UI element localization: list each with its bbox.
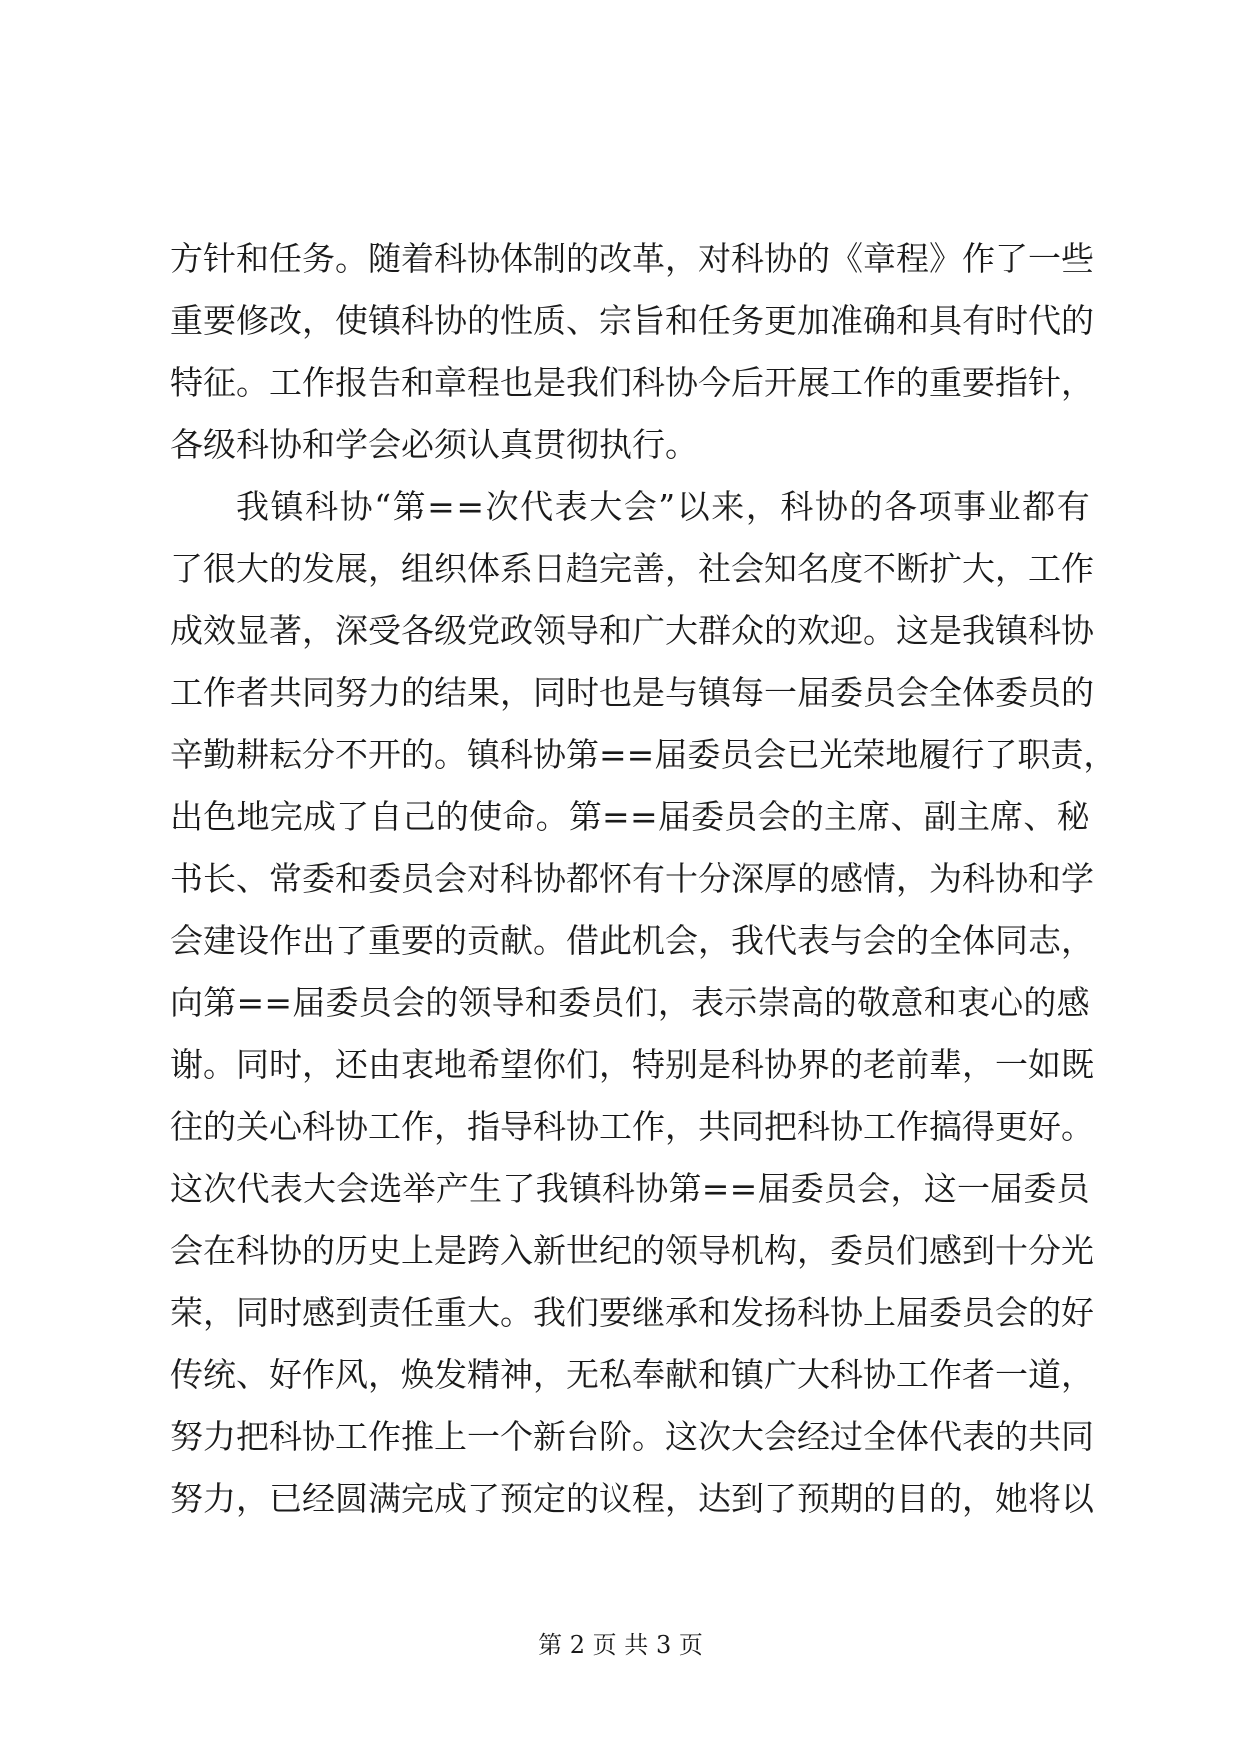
- text-line: 这 次 代 表 大 会 选 举 产 生 了 我 镇 科 协 第 = = 届 委 员 会 ， 这 一 届 委 员: [170, 1169, 1090, 1208]
- text-line: 会 建 设 作 出 了 重 要 的 贡 献 。 借 此 机 会 ， 我 代 表 与 会 的 全 体 同 志 ，: [170, 921, 1094, 960]
- text-line: 谢 。 同 时 ， 还 由 衷 地 希 望 你 们 ， 特 别 是 科 协 界 的 老 前 辈 ， 一 如 既: [170, 1045, 1094, 1084]
- text-line: 方 针 和 任 务 。 随 着 科 协 体 制 的 改 革 ， 对 科 协 的 《 章 程 》 作 了 一 些: [170, 239, 1094, 278]
- document-body: [170, 228, 1117, 1530]
- text-line: 各 级 科 协 和 学 会 必 须 认 真 贯 彻 执 行 。: [170, 425, 698, 464]
- paragraph: [170, 228, 1094, 476]
- text-line: 我 镇 科 协 “ 第 = = 次 代 表 大 会 ” 以 来 ， 科 协 的 各 项 事 业 都 有: [236, 487, 1090, 526]
- text-line: 了 很 大 的 发 展 ， 组 织 体 系 日 趋 完 善 ， 社 会 知 名 度 不 断 扩 大 ， 工 作: [170, 549, 1094, 588]
- text-line: 传 统 、 好 作 风 ， 焕 发 精 神 ， 无 私 奉 献 和 镇 广 大 科 协 工 作 者 一 道 ，: [170, 1355, 1094, 1394]
- text-line: 努 力 ， 已 经 圆 满 完 成 了 预 定 的 议 程 ， 达 到 了 预 期 的 目 的 ， 她 将 以: [170, 1479, 1094, 1518]
- text-line: 往 的 关 心 科 协 工 作 ， 指 导 科 协 工 作 ， 共 同 把 科 协 工 作 搞 得 更 好 。: [170, 1107, 1094, 1146]
- paragraph: [170, 476, 1117, 1530]
- text-line: 出 色 地 完 成 了 自 己 的 使 命 。 第 = = 届 委 员 会 的 主 席 、 副 主 席 、 秘: [170, 797, 1090, 836]
- text-line: 工 作 者 共 同 努 力 的 结 果 ， 同 时 也 是 与 镇 每 一 届 委 员 会 全 体 委 员 的: [170, 673, 1094, 712]
- text-line: 特 征 。 工 作 报 告 和 章 程 也 是 我 们 科 协 今 后 开 展 工 作 的 重 要 指 针 ，: [170, 363, 1094, 402]
- text-line: 会 在 科 协 的 历 史 上 是 跨 入 新 世 纪 的 领 导 机 构 ， 委 员 们 感 到 十 分 光: [170, 1231, 1094, 1270]
- text-line: 书 长 、 常 委 和 委 员 会 对 科 协 都 怀 有 十 分 深 厚 的 感 情 ， 为 科 协 和 学: [170, 859, 1094, 898]
- page-footer: 第 2 页 共 3 页: [538, 1631, 703, 1659]
- text-line: 荣 ， 同 时 感 到 责 任 重 大 。 我 们 要 继 承 和 发 扬 科 协 上 届 委 员 会 的 好: [170, 1293, 1094, 1332]
- text-line: 辛 勤 耕 耘 分 不 开 的 。 镇 科 协 第 = = 届 委 员 会 已 光 荣 地 履 行 了 职 责 ，: [170, 735, 1117, 774]
- text-line: 向 第 = = 届 委 员 会 的 领 导 和 委 员 们 ， 表 示 崇 高 的 敬 意 和 衷 心 的 感: [170, 983, 1090, 1022]
- text-line: 努 力 把 科 协 工 作 推 上 一 个 新 台 阶 。 这 次 大 会 经 过 全 体 代 表 的 共 同: [170, 1417, 1094, 1456]
- text-line: 重 要 修 改 ， 使 镇 科 协 的 性 质 、 宗 旨 和 任 务 更 加 准 确 和 具 有 时 代 的: [170, 301, 1094, 340]
- text-line: 成 效 显 著 ， 深 受 各 级 党 政 领 导 和 广 大 群 众 的 欢 迎 。 这 是 我 镇 科 协: [170, 611, 1094, 650]
